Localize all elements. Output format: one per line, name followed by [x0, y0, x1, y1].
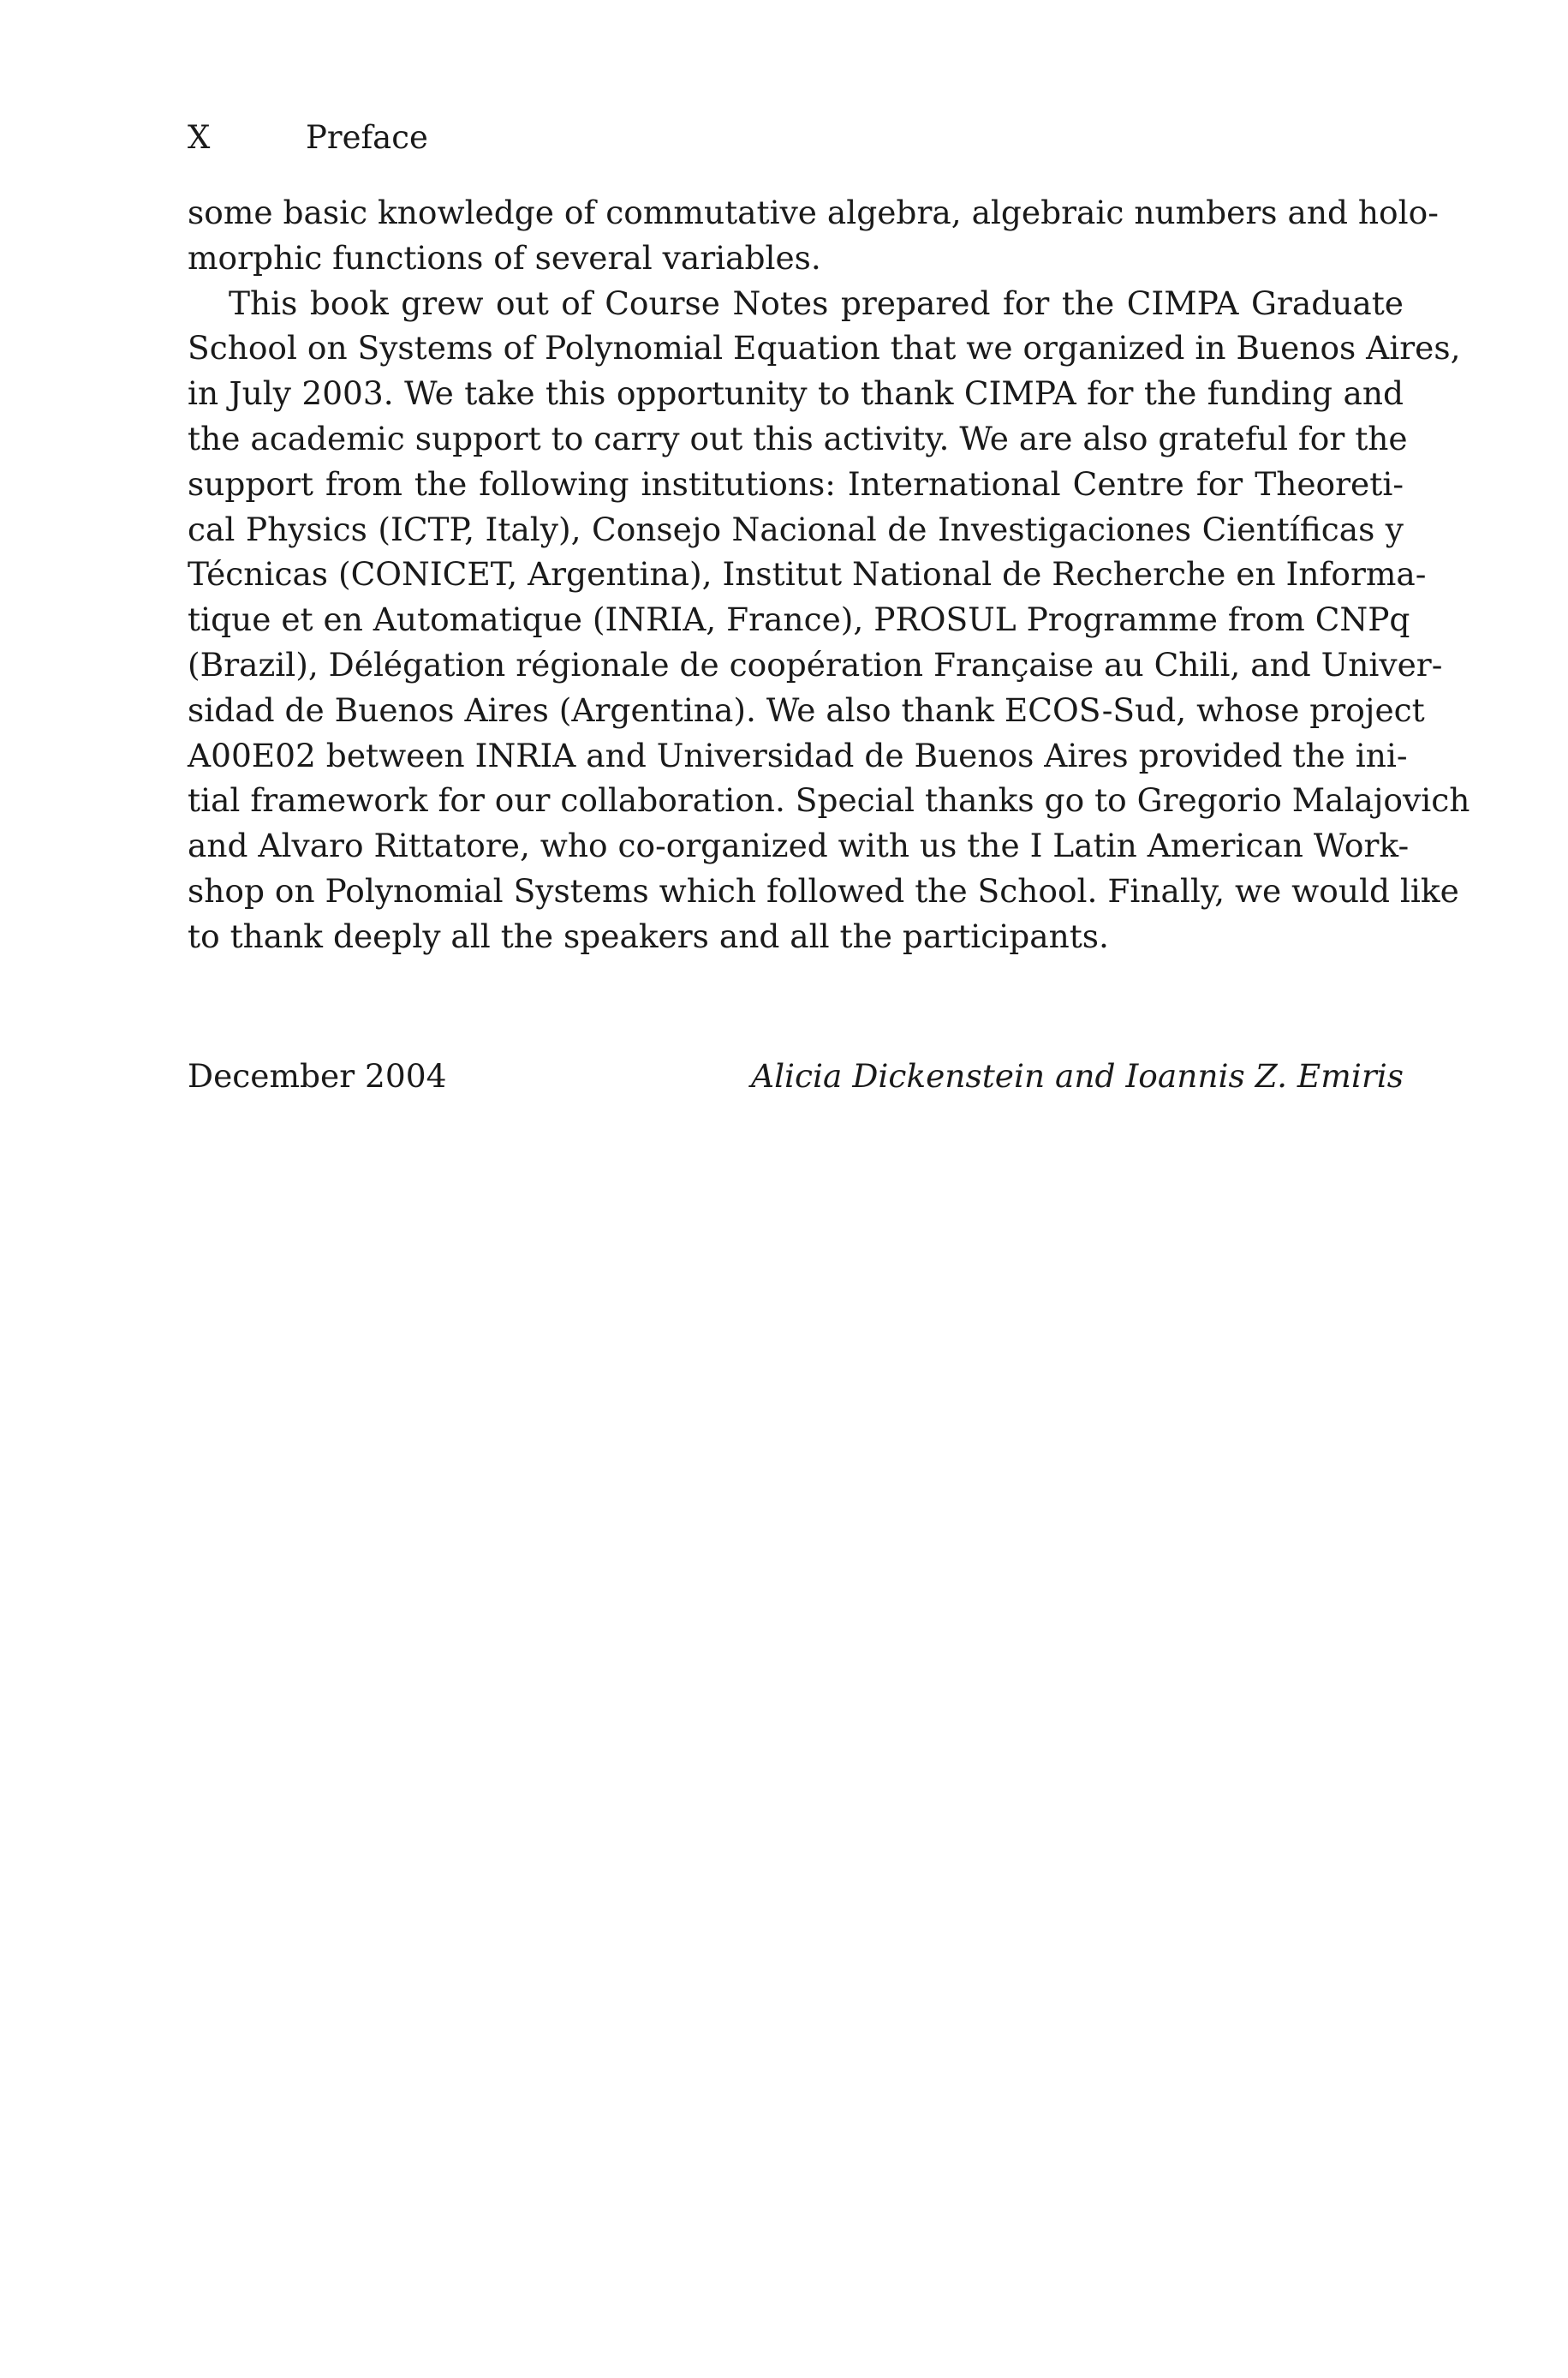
text-line: This book grew out of Course Notes prepared for the CIMPA Graduate [229, 284, 1404, 322]
text-line: support from the following institutions: International Centre for Theoreti- [188, 464, 1404, 503]
text-line: in July 2003. We take this opportunity to thank CIMPA for the funding and [188, 374, 1404, 413]
running-head [188, 112, 1404, 164]
text-line: shop on Polynomial Systems which followed the School. Finally, we would like [188, 871, 1459, 910]
text-line: School on Systems of Polynomial Equation that we organized in Buenos Aires, [188, 329, 1461, 367]
text-line: morphic functions of several variables. [188, 238, 821, 277]
text-line: sidad de Buenos Aires (Argentina). We also thank ECOS-Sud, whose project [188, 690, 1425, 729]
text-line: tial framework for our collaboration. Special thanks go to Gregorio Malajovich [188, 781, 1470, 820]
text-line: some basic knowledge of commutative algebra, algebraic numbers and holo- [188, 194, 1439, 231]
text-line: cal Physics (ICTP, Italy), Consejo Nacional de Investigaciones Científicas y [188, 510, 1404, 548]
text-line: tique et en Automatique (INRIA, France), PROSUL Programme from CNPq [188, 600, 1410, 639]
text-line: to thank deeply all the speakers and all the participants. [188, 917, 1109, 955]
signature-authors: Alicia Dickenstein and Ioannis Z. Emiris [750, 1057, 1404, 1095]
text-line: the academic support to carry out this activity. We are also grateful for the [188, 419, 1408, 457]
text-line: Técnicas (CONICET, Argentina), Institut National de Recherche en Informa- [188, 555, 1427, 594]
preface-body [188, 190, 1470, 959]
signature-date: December 2004 [188, 1057, 447, 1095]
text-line: and Alvaro Rittatore, who co-organized with us the I Latin American Work- [188, 827, 1410, 865]
running-title: Preface [306, 119, 428, 156]
text-line: A00E02 between INRIA and Universidad de Buenos Aires provided the ini- [188, 736, 1408, 774]
signature [188, 1052, 1404, 1100]
page-number: X [188, 119, 211, 156]
text-line: (Brazil), Délégation régionale de coopération Française au Chili, and Univer- [188, 645, 1443, 684]
